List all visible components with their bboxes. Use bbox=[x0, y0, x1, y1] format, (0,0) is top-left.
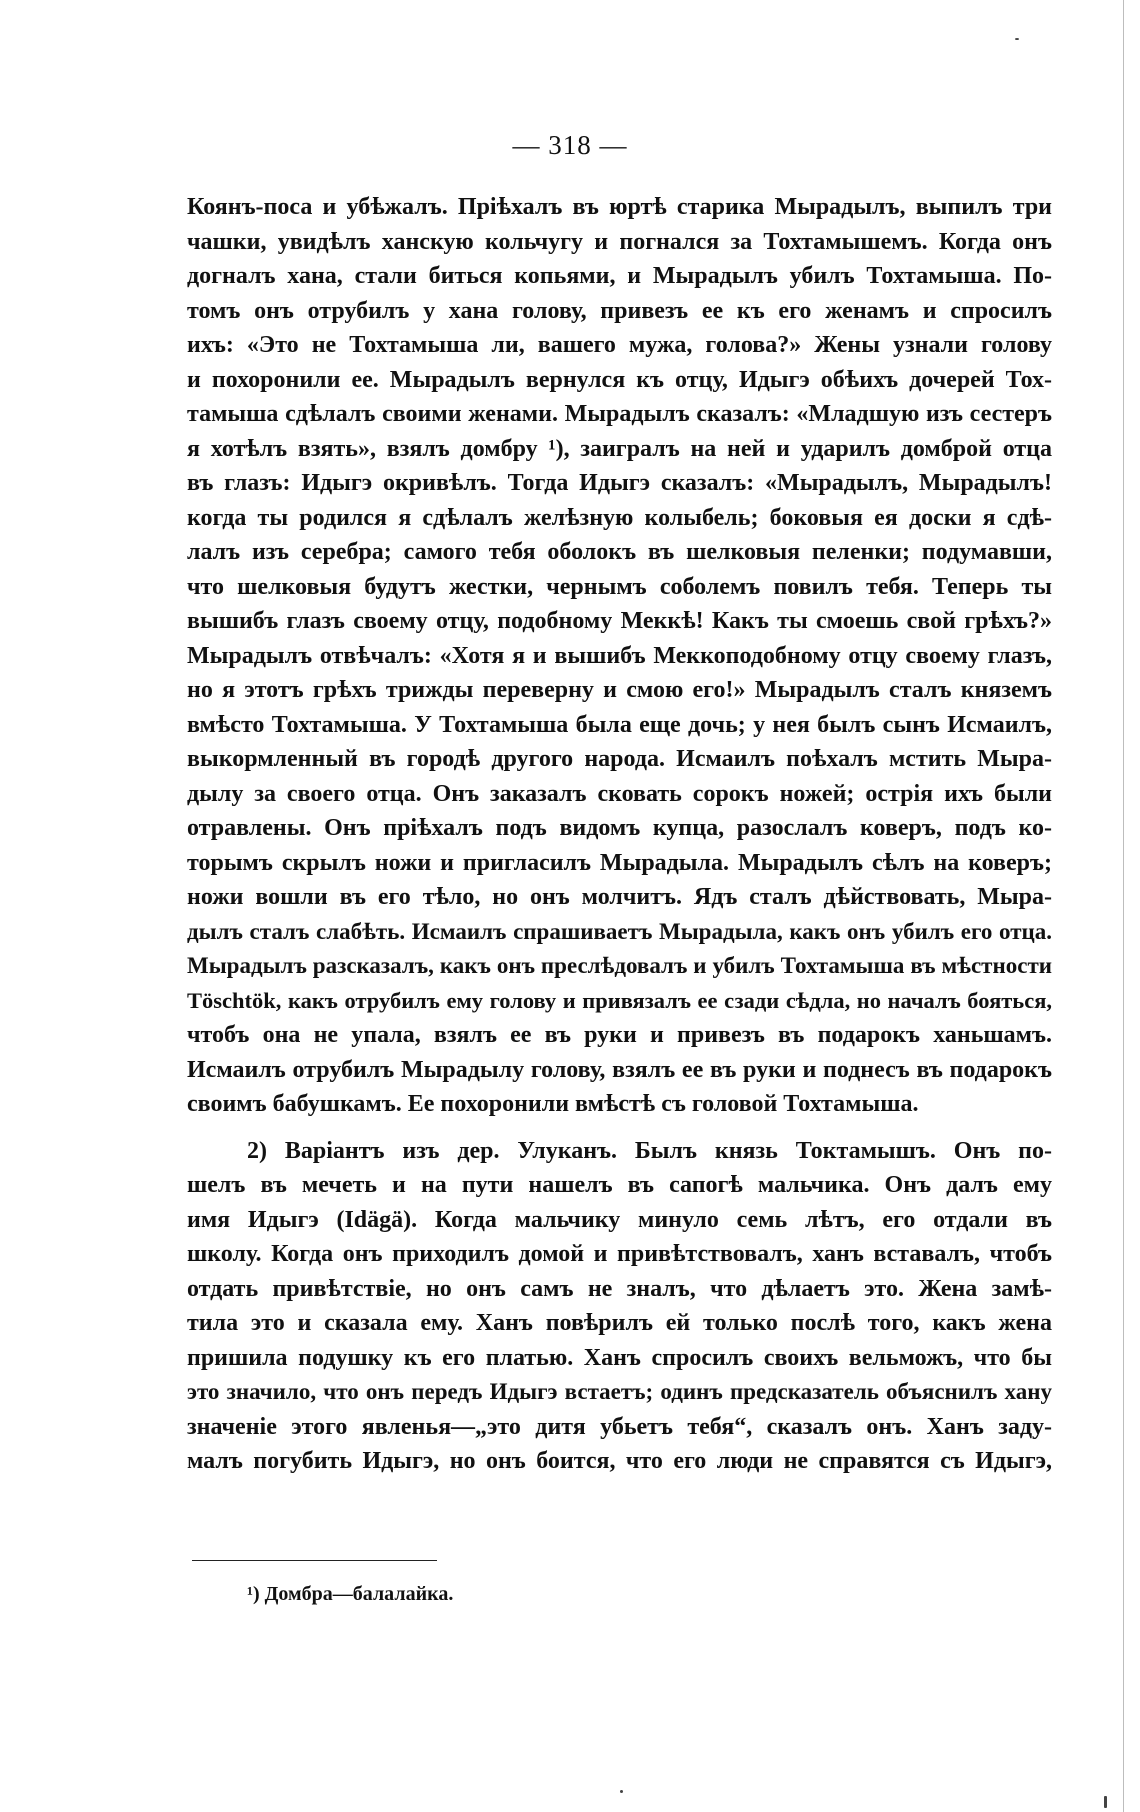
paragraph-1 bbox=[187, 190, 1052, 1122]
page-number: — 318 — bbox=[512, 130, 628, 160]
text-line: чтобъ она не упала, взялъ ее въ руки и привезъ въ подарокъ ханьшамъ. bbox=[187, 1022, 1052, 1048]
text-line: Мырадылъ разсказалъ, какъ онъ преслѣдовалъ и убилъ Тохтамыша въ мѣстности bbox=[187, 953, 1052, 978]
text-line: Исмаилъ отрубилъ Мырадылу голову, взялъ ее въ руки и поднесъ въ подарокъ bbox=[187, 1056, 1052, 1083]
footnote-divider bbox=[192, 1560, 437, 1561]
paragraph-2 bbox=[187, 1134, 1052, 1479]
text-line: чашки, увидѣлъ ханскую кольчугу и погнался за Тохтамышемъ. Когда онъ bbox=[187, 228, 1052, 255]
text-line: ножи вошли въ его тѣло, но онъ молчитъ. Ядъ сталъ дѣйствовать, Мыра- bbox=[187, 884, 1052, 910]
paragraph-gap bbox=[187, 1122, 1052, 1134]
text-line: школу. Когда онъ приходилъ домой и привѣтствовалъ, ханъ вставалъ, чтобъ bbox=[187, 1241, 1052, 1267]
text-line: отдать привѣтствіе, но онъ самъ не зналъ, что дѣлаетъ это. Жена замѣ- bbox=[187, 1275, 1052, 1302]
text-line: дылу за своего отца. Онъ заказалъ сковать сорокъ ножей; острія ихъ были bbox=[187, 780, 1052, 807]
text-line: своимъ бабушкамъ. Ее похоронили вмѣстѣ съ головой Тохтамыша. bbox=[187, 1091, 919, 1117]
footnote: ¹) Домбра—балалайка. bbox=[247, 1583, 454, 1605]
text-line: торымъ скрылъ ножи и пригласилъ Мырадыла. Мырадылъ сѣлъ на коверъ; bbox=[187, 849, 1052, 876]
text-line: и похоронили ее. Мырадылъ вернулся къ отцу, Идыгэ обѣихъ дочерей Тох- bbox=[187, 366, 1052, 393]
scan-speck bbox=[1015, 38, 1019, 40]
text-line: значеніе этого явленья—„это дитя убьетъ тебя“, сказалъ онъ. Ханъ заду- bbox=[187, 1413, 1052, 1440]
text-line: тила это и сказала ему. Ханъ повѣрилъ ей только послѣ того, какъ жена bbox=[187, 1310, 1052, 1336]
text-line: пришила подушку къ его платью. Ханъ спросилъ своихъ вельможъ, что бы bbox=[187, 1344, 1052, 1371]
text-line: 2) Варіантъ изъ дер. Улуканъ. Былъ князь Токтамышъ. Онъ по- bbox=[247, 1137, 1052, 1164]
page-edge-line bbox=[1123, 0, 1124, 1812]
text-line: догналъ хана, стали биться копьями, и Мырадылъ убилъ Тохтамыша. По- bbox=[187, 263, 1052, 289]
text-line: въ глазъ: Идыгэ окривѣлъ. Тогда Идыгэ сказалъ: «Мырадылъ, Мырадылъ! bbox=[187, 470, 1052, 496]
text-line: дылъ сталъ слабѣть. Исмаилъ спрашиваетъ Мырадыла, какъ онъ убилъ его отца. bbox=[187, 918, 1052, 944]
text-line: что шелковыя будутъ жестки, чернымъ соболемъ повилъ тебя. Теперь ты bbox=[187, 573, 1052, 600]
text-line: имя Идыгэ (Idägä). Когда мальчику минуло семь лѣтъ, его отдали въ bbox=[187, 1206, 1052, 1233]
body-text bbox=[187, 190, 1052, 1479]
text-line: Мырадылъ отвѣчалъ: «Хотя я и вышибъ Меккоподобному отцу своему глазъ, bbox=[187, 642, 1052, 669]
text-line: ихъ: «Это не Тохтамыша ли, вашего мужа, голова?» Жены узнали голову bbox=[187, 332, 1052, 358]
text-line: вышибъ глазъ своему отцу, подобному Меккѣ! Какъ ты смоешь свой грѣхъ?» bbox=[187, 608, 1052, 634]
scan-speck bbox=[620, 1790, 623, 1793]
text-line: томъ онъ отрубилъ у хана голову, привезъ ее къ его женамъ и спросилъ bbox=[187, 297, 1052, 324]
text-line: Коянъ-поса и убѣжалъ. Пріѣхалъ въ юртѣ старика Мырадылъ, выпилъ три bbox=[187, 194, 1052, 220]
text-line: но я этотъ грѣхъ трижды переверну и смою его!» Мырадылъ сталъ княземъ bbox=[187, 677, 1052, 703]
text-line: Töschtök, какъ отрубилъ ему голову и привязалъ ее сзади сѣдла, но началъ бояться, bbox=[187, 987, 1052, 1013]
scan-speck bbox=[1104, 1796, 1107, 1808]
text-line: вмѣсто Тохтамыша. У Тохтамыша была еще дочь; у нея былъ сынъ Исмаилъ, bbox=[187, 711, 1052, 738]
text-line: тамыша сдѣлалъ своими женами. Мырадылъ сказалъ: «Младшую изъ сестеръ bbox=[187, 401, 1052, 427]
text-line: лалъ изъ серебра; самого тебя оболокъ въ шелковыя пеленки; подумавши, bbox=[187, 539, 1052, 565]
text-line: это значило, что онъ передъ Идыгэ встаетъ; одинъ предсказатель объяснилъ хану bbox=[187, 1379, 1052, 1404]
text-line: когда ты родился я сдѣлалъ желѣзную колыбель; боковыя ея доски я сдѣ- bbox=[187, 504, 1052, 531]
text-line: я хотѣлъ взять», взялъ домбру ¹), заигралъ на ней и ударилъ домброй отца bbox=[187, 435, 1052, 462]
text-line: малъ погубить Идыгэ, но онъ боится, что его люди не справятся съ Идыгэ, bbox=[187, 1448, 1052, 1474]
text-line: выкормленный въ городѣ другого народа. Исмаилъ поѣхалъ мстить Мыра- bbox=[187, 746, 1052, 772]
text-line: отравлены. Онъ пріѣхалъ подъ видомъ купца, разослалъ коверъ, подъ ко- bbox=[187, 815, 1052, 841]
text-line: шелъ въ мечеть и на пути нашелъ въ сапогѣ мальчика. Онъ далъ ему bbox=[187, 1172, 1052, 1198]
